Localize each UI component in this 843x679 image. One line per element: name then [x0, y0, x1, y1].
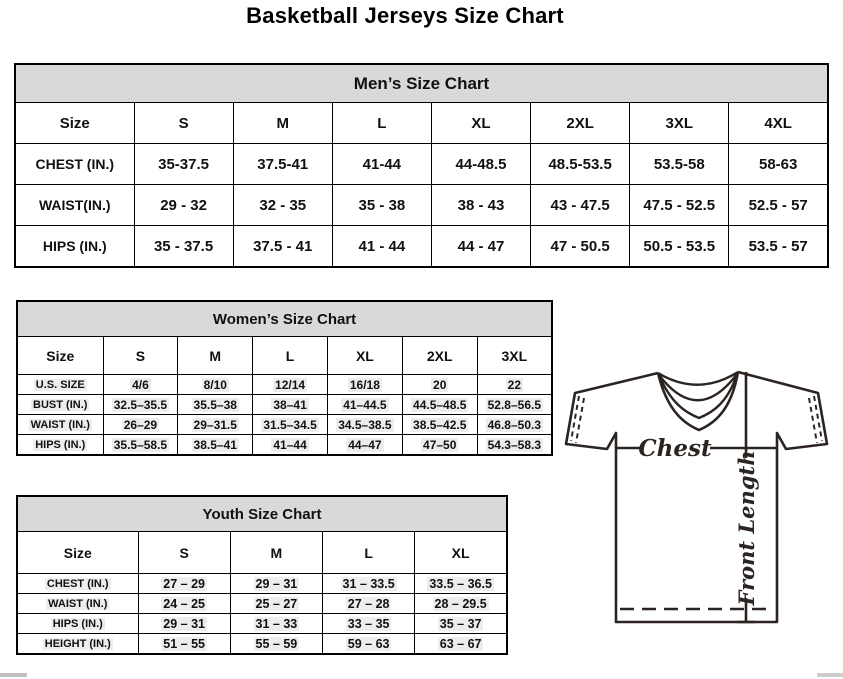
youth-column-header-xl: XL [415, 532, 507, 574]
mens-size-table [14, 63, 829, 268]
youth-size-cell: 35 – 37 [415, 614, 507, 634]
men-size-cell: 32 - 35 [233, 185, 332, 226]
men-size-cell: 43 - 47.5 [531, 185, 630, 226]
youth-size-table [16, 495, 508, 655]
youth-size-cell: 25 – 27 [230, 594, 322, 614]
women-size-cell: 41–44 [253, 435, 328, 456]
women-column-header-l: L [253, 337, 328, 375]
women-size-cell: 38.5–41 [178, 435, 253, 456]
women-row-label: HIPS (IN.) [17, 435, 103, 456]
women-size-cell: 34.5–38.5 [327, 415, 402, 435]
women-size-cell: 47–50 [402, 435, 477, 456]
women-column-header-xl: XL [327, 337, 402, 375]
women-size-cell: 54.3–58.3 [477, 435, 552, 456]
men-size-cell: 37.5 - 41 [233, 226, 332, 268]
women-size-cell: 38.5–42.5 [402, 415, 477, 435]
youth-size-cell: 51 – 55 [138, 634, 230, 655]
youth-size-cell: 63 – 67 [415, 634, 507, 655]
youth-size-cell: 24 – 25 [138, 594, 230, 614]
womens-size-table [16, 300, 553, 456]
men-column-header-4xl: 4XL [729, 103, 828, 144]
women-row-label: U.S. SIZE [17, 375, 103, 395]
youth-size-cell: 27 – 28 [323, 594, 415, 614]
youth-column-header-l: L [323, 532, 415, 574]
men-size-cell: 35-37.5 [134, 144, 233, 185]
men-size-cell: 48.5-53.5 [531, 144, 630, 185]
women-row-label: BUST (IN.) [17, 395, 103, 415]
men-size-cell: 47.5 - 52.5 [630, 185, 729, 226]
youth-chart-title: Youth Size Chart [17, 496, 507, 532]
men-row-label: WAIST(IN.) [15, 185, 134, 226]
men-row-label: HIPS (IN.) [15, 226, 134, 268]
front-length-label: Front Length [734, 450, 759, 606]
women-size-cell: 12/14 [253, 375, 328, 395]
horizontal-scrollbar-thumb-right[interactable] [817, 673, 843, 677]
women-size-cell: 16/18 [327, 375, 402, 395]
women-size-cell: 4/6 [103, 375, 178, 395]
women-size-cell: 35.5–38 [178, 395, 253, 415]
women-size-cell: 29–31.5 [178, 415, 253, 435]
women-size-cell: 44.5–48.5 [402, 395, 477, 415]
men-size-cell: 35 - 37.5 [134, 226, 233, 268]
women-size-cell: 35.5–58.5 [103, 435, 178, 456]
jersey-outline [566, 372, 827, 622]
men-column-header-m: M [233, 103, 332, 144]
horizontal-scrollbar-thumb-left[interactable] [0, 673, 27, 677]
women-column-header-3xl: 3XL [477, 337, 552, 375]
men-size-cell: 37.5-41 [233, 144, 332, 185]
youth-size-cell: 27 – 29 [138, 574, 230, 594]
men-column-header-l: L [332, 103, 431, 144]
women-column-header-m: M [178, 337, 253, 375]
women-size-cell: 52.8–56.5 [477, 395, 552, 415]
men-size-cell: 44-48.5 [431, 144, 530, 185]
youth-row-label: CHEST (IN.) [17, 574, 138, 594]
men-size-cell: 47 - 50.5 [531, 226, 630, 268]
women-size-cell: 38–41 [253, 395, 328, 415]
youth-column-header-m: M [230, 532, 322, 574]
women-size-column-header: Size [17, 337, 103, 375]
men-size-cell: 29 - 32 [134, 185, 233, 226]
men-size-cell: 53.5-58 [630, 144, 729, 185]
men-column-header-2xl: 2XL [531, 103, 630, 144]
women-size-cell: 46.8–50.3 [477, 415, 552, 435]
men-size-cell: 52.5 - 57 [729, 185, 828, 226]
youth-size-cell: 28 – 29.5 [415, 594, 507, 614]
men-size-cell: 41-44 [332, 144, 431, 185]
women-size-cell: 31.5–34.5 [253, 415, 328, 435]
men-size-cell: 58-63 [729, 144, 828, 185]
youth-size-cell: 31 – 33 [230, 614, 322, 634]
youth-size-cell: 31 – 33.5 [323, 574, 415, 594]
women-chart-title: Women’s Size Chart [17, 301, 552, 337]
youth-size-cell: 29 – 31 [138, 614, 230, 634]
women-row-label: WAIST (IN.) [17, 415, 103, 435]
youth-row-label: HIPS (IN.) [17, 614, 138, 634]
women-column-header-2xl: 2XL [402, 337, 477, 375]
women-column-header-s: S [103, 337, 178, 375]
women-size-cell: 44–47 [327, 435, 402, 456]
youth-size-cell: 33 – 35 [323, 614, 415, 634]
men-size-cell: 53.5 - 57 [729, 226, 828, 268]
men-row-label: CHEST (IN.) [15, 144, 134, 185]
women-size-cell: 20 [402, 375, 477, 395]
youth-size-cell: 55 – 59 [230, 634, 322, 655]
jersey-measurement-diagram [558, 360, 840, 632]
women-size-cell: 26–29 [103, 415, 178, 435]
men-size-cell: 41 - 44 [332, 226, 431, 268]
women-size-cell: 22 [477, 375, 552, 395]
men-chart-title: Men’s Size Chart [15, 64, 828, 103]
women-size-cell: 32.5–35.5 [103, 395, 178, 415]
women-size-cell: 8/10 [178, 375, 253, 395]
youth-row-label: HEIGHT (IN.) [17, 634, 138, 655]
men-size-cell: 44 - 47 [431, 226, 530, 268]
youth-size-cell: 29 – 31 [230, 574, 322, 594]
men-size-cell: 50.5 - 53.5 [630, 226, 729, 268]
men-size-column-header: Size [15, 103, 134, 144]
women-size-cell: 41–44.5 [327, 395, 402, 415]
page-title: Basketball Jerseys Size Chart [246, 3, 564, 28]
youth-column-header-s: S [138, 532, 230, 574]
chest-label: Chest [638, 435, 712, 462]
youth-size-cell: 33.5 – 36.5 [415, 574, 507, 594]
men-column-header-3xl: 3XL [630, 103, 729, 144]
collar-arc-outer [658, 372, 738, 385]
men-size-cell: 38 - 43 [431, 185, 530, 226]
men-size-cell: 35 - 38 [332, 185, 431, 226]
youth-size-cell: 59 – 63 [323, 634, 415, 655]
men-column-header-s: S [134, 103, 233, 144]
men-column-header-xl: XL [431, 103, 530, 144]
youth-size-column-header: Size [17, 532, 138, 574]
youth-row-label: WAIST (IN.) [17, 594, 138, 614]
